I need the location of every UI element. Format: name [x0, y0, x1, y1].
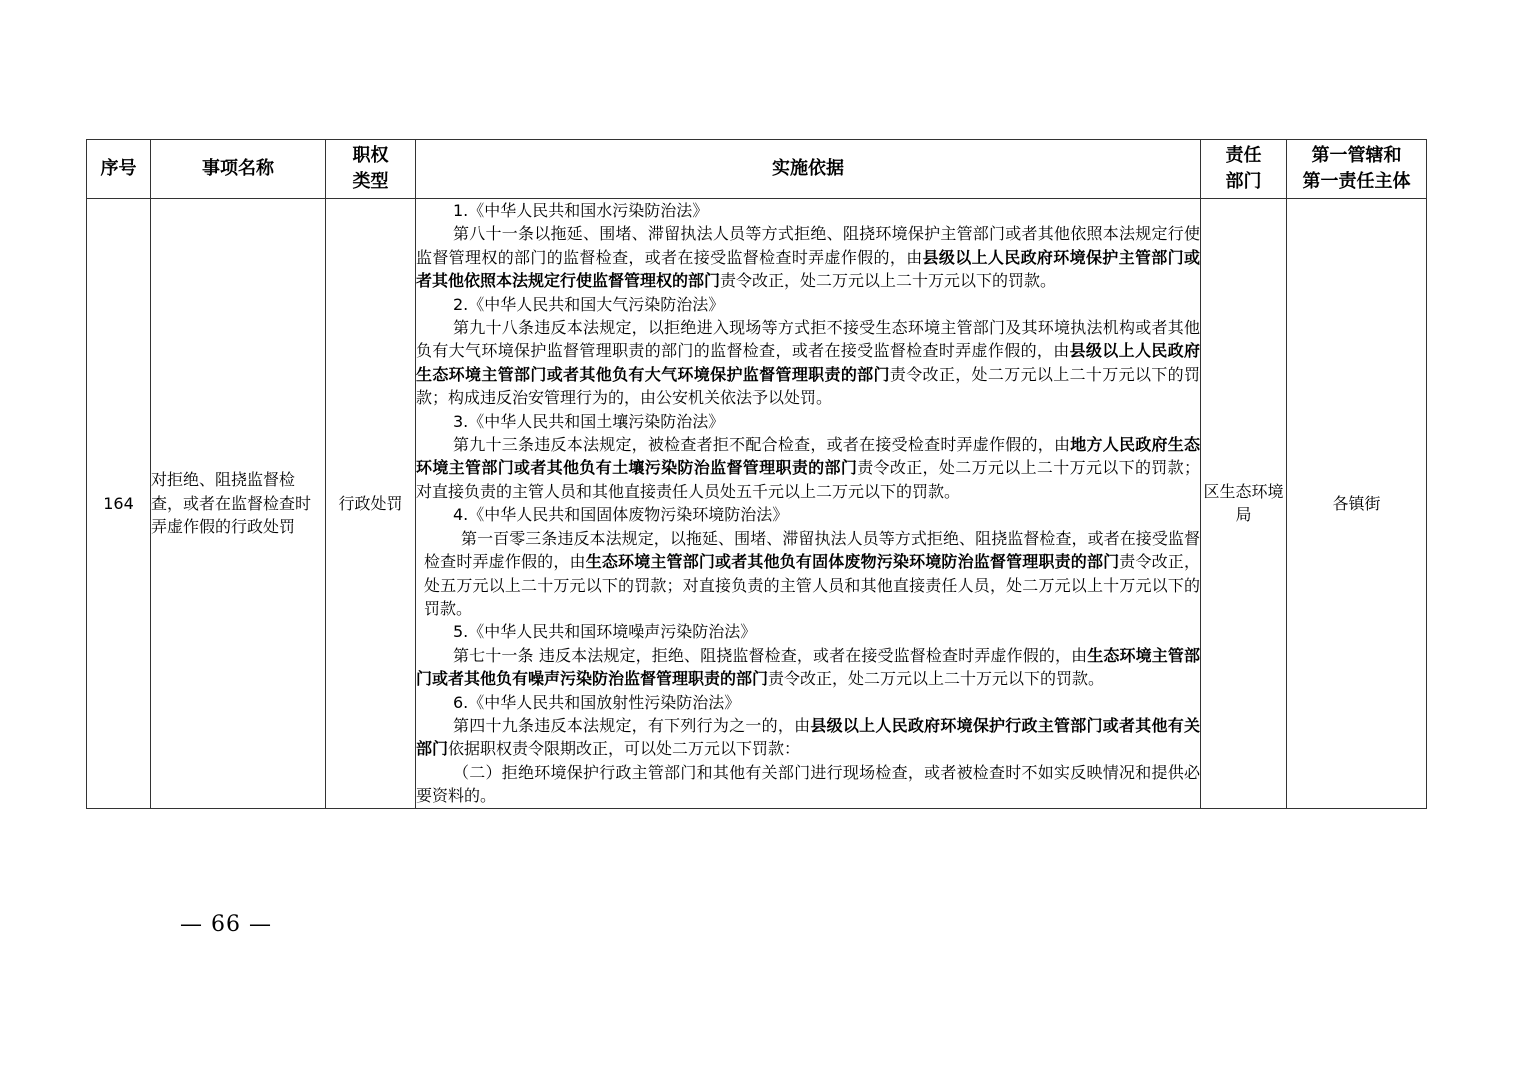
header-main-body: 第一管辖和 第一责任主体 — [1287, 140, 1427, 199]
row-main-body: 各镇街 — [1287, 199, 1427, 809]
law5-text: 第七十一条 违反本法规定，拒绝、阻挠监督检查，或者在接受监督检查时弄虚作假的，由生态环境主管部门或者其他负有噪声污染防治监督管理职责的部门责令改正，处二万元以上二十万元以下的罚款。 — [416, 645, 1200, 689]
law4-title: 4.《中华人民共和国固体废物污染环境防治法》 — [453, 505, 789, 525]
row-item-name: 对拒绝、阻挠监督检查，或者在监督检查时弄虚作假的行政处罚 — [151, 199, 326, 809]
item-table — [86, 139, 1427, 809]
law6-title: 6.《中华人民共和国放射性污染防治法》 — [453, 692, 741, 712]
table-row — [87, 199, 1427, 809]
header-dept: 责任 部门 — [1201, 140, 1287, 199]
law2-text: 第九十八条违反本法规定，以拒绝进入现场等方式拒不接受生态环境主管部门及其环境执法机构或者其他负有大气环境保护监督管理职责的部门的监督检查，或者在接受监督检查时弄虚作假的，由县级以上人民政府生态环境主管部门或者其他负有大气环境保护监督管理职责的部门责令改正，处二万元以上二十万元以下的罚款；构成违反治安管理行为的，由公安机关依法予以处罚。 — [416, 318, 1200, 408]
law4-text: 第一百零三条违反本法规定，以拖延、围堵、滞留执法人员等方式拒绝、阻挠监督检查，或者在接受监督检查时弄虚作假的，由生态环境主管部门或者其他负有固体废物污染环境防治监督管理职责的部门责令改正，处五万元以上二十万元以下的罚款；对直接负责的主管人员和其他直接责任人员，处二万元以上十万元以下的罚款。 — [424, 528, 1200, 618]
header-name: 事项名称 — [151, 140, 326, 199]
header-index: 序号 — [87, 140, 151, 199]
page-number: — 66 — — [180, 912, 272, 937]
law2-title: 2.《中华人民共和国大气污染防治法》 — [453, 294, 725, 314]
row-index: 164 — [87, 199, 151, 809]
row-legal-basis — [416, 199, 1201, 809]
law6-item: （二）拒绝环境保护行政主管部门和其他有关部门进行现场检查，或者被检查时不如实反映情况和提供必要资料的。 — [416, 762, 1200, 806]
header-type: 职权 类型 — [326, 140, 416, 199]
law6-text: 第四十九条违反本法规定，有下列行为之一的，由县级以上人民政府环境保护行政主管部门或者其他有关部门依据职权责令限期改正，可以处二万元以下罚款： — [416, 715, 1200, 759]
row-power-type: 行政处罚 — [326, 199, 416, 809]
law3-text: 第九十三条违反本法规定，被检查者拒不配合检查，或者在接受检查时弄虚作假的，由地方人民政府生态环境主管部门或者其他负有土壤污染防治监督管理职责的部门责令改正，处二万元以上二十万元以下的罚款；对直接负责的主管人员和其他直接责任人员处五千元以上二万元以下的罚款。 — [416, 435, 1200, 501]
law3-title: 3.《中华人民共和国土壤污染防治法》 — [453, 411, 725, 431]
law1-title: 1.《中华人民共和国水污染防治法》 — [453, 201, 709, 220]
row-responsible-dept: 区生态环境局 — [1201, 199, 1287, 809]
law5-title: 5.《中华人民共和国环境噪声污染防治法》 — [453, 622, 757, 642]
header-row — [87, 140, 1427, 199]
header-basis: 实施依据 — [416, 140, 1201, 199]
law1-text: 第八十一条以拖延、围堵、滞留执法人员等方式拒绝、阻挠环境保护主管部门或者其他依照本法规定行使监督管理权的部门的监督检查，或者在接受监督检查时弄虚作假的，由县级以上人民政府环境保护主管部门或者其他依照本法规定行使监督管理权的部门责令改正，处二万元以上二十万元以下的罚款。 — [416, 224, 1200, 291]
